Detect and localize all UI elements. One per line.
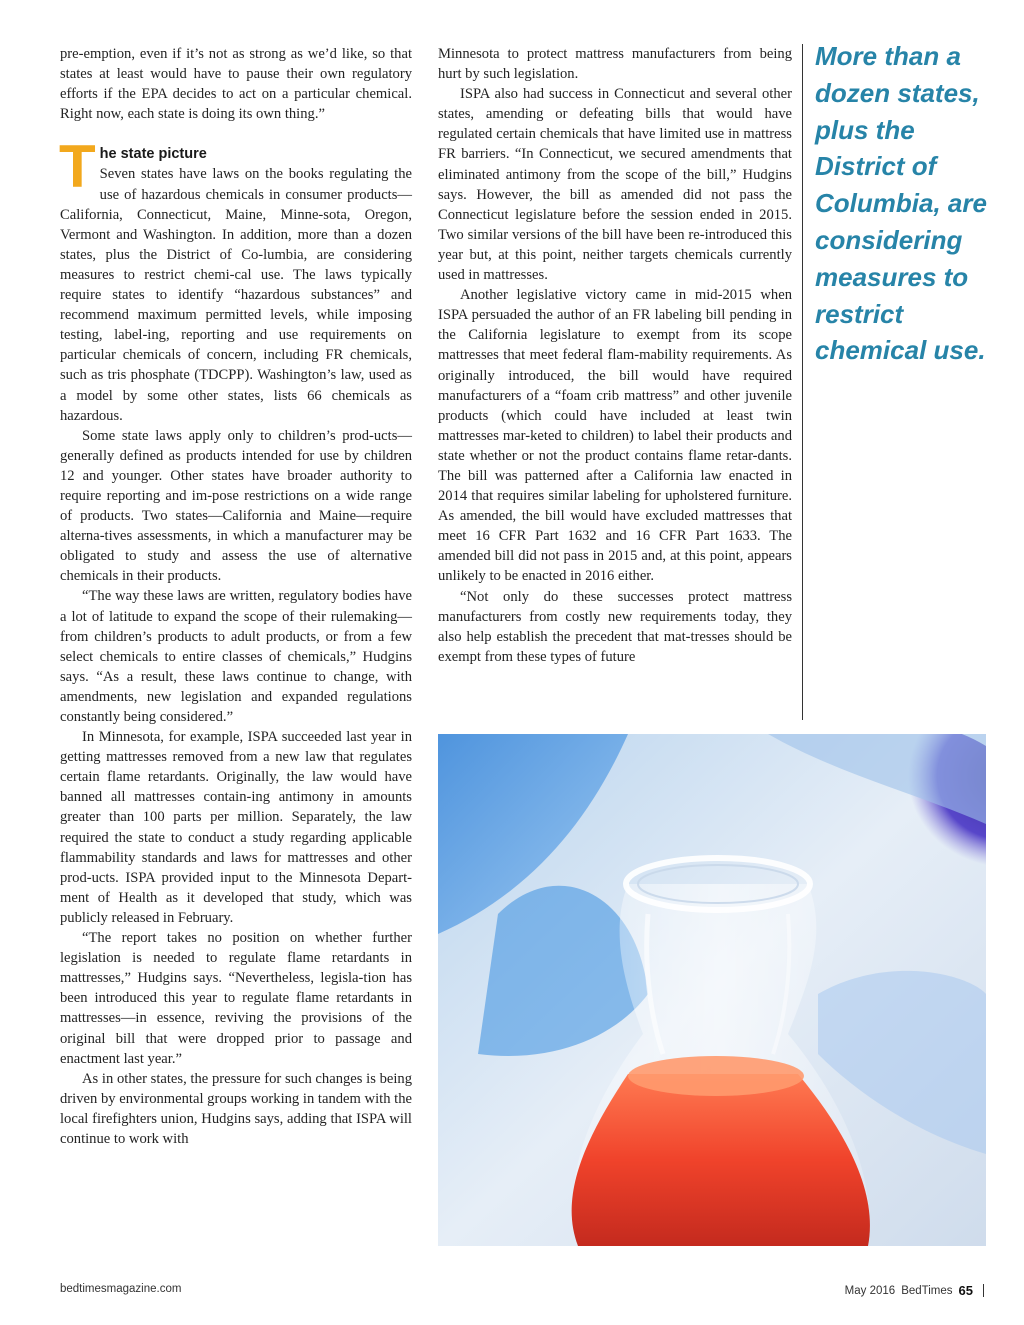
issue-date: May 2016 — [844, 1284, 896, 1297]
beaker-illustration — [438, 734, 986, 1246]
section-subhead: he state picture — [99, 146, 207, 163]
paragraph: As in other states, the pressure for such changes is being driven by environmental groups working in tandem with the local firefighters union, Hudgins says, adding that ISPA will continue to work with — [60, 1070, 412, 1147]
article-column-middle — [438, 44, 792, 667]
article-column-left — [60, 44, 412, 1149]
footer-folio — [845, 1283, 984, 1298]
folio-divider — [983, 1284, 984, 1297]
column-divider — [802, 44, 803, 720]
pull-quote: More than a dozen states, plus the District of Columbia, are considering measures to restrict chemical use. — [815, 41, 987, 366]
paragraph: ISPA also had success in Connecticut and several other states, amending or defeating bills that would have regulated certain chemicals that have limited use in mattress FR barriers. “In Connecticut, we secured amendments that eliminated antimony from the scope of the bill,” Hudgins says. However, the bill as amended did not pass the Connecticut legislature before the session ended in 2015. Two similar versions of the bill have been re-introduced this year but, at this point, neither targets chemicals currently used in mattresses. — [438, 86, 792, 284]
paragraph: pre-emption, even if it’s not as strong as we’d like, so that states at least would have to pause their own regulatory efforts if the EPA decides to act on a particular chemical. Right now, each state is doing its own thing.” — [60, 46, 412, 123]
drop-cap: T — [59, 133, 96, 201]
section-state-picture — [59, 133, 412, 425]
paragraph: In Minnesota, for example, ISPA succeeded last year in getting mattresses removed from a new law that regulates certain flame retardants. Originally, the law would have banned all mattresses contain-ing antimony in amounts greater than 100 parts per million. Separately, the law required the state to conduct a study regarding applicable flammability standards and laws for mattresses and other prod-ucts. ISPA provided input to the Minnesota Depart-ment of Health as it developed that study, which was publicly released in February. — [60, 729, 412, 926]
paragraph: “The way these laws are written, regulatory bodies have a lot of latitude to expand the scope of their rulemaking—from children’s products to adult products, or from a few select chemicals to entire classes of chemicals,” Hudgins says. “As a result, these laws continue to change, with amendments, new legislation and expanded regulations constantly being considered.” — [60, 588, 412, 725]
paragraph: Some state laws apply only to children’s prod-ucts—generally defined as products intended for use by children 12 and younger. Other states have broader authority to require reporting and im-pose restrictions on a wide range of products. Two states—California and Maine—require alterna-tives assessments, in which a manufacturer may be obligated to study and assess the use of alternative chemicals in their products. — [60, 427, 412, 585]
paragraph: “The report takes no position on whether further legislation is needed to regulate flame retardants in mattresses,” Hudgins says. “Nevertheless, legisla-tion has been introduced this year to regulate flame retardants in mattresses—in essence, reviving the provisions of the original bill that were dropped prior to passage and enactment last year.” — [60, 930, 412, 1067]
paragraph: Another legislative victory came in mid-2015 when ISPA persuaded the author of an FR labeling bill pending in the California legislature to exempt from its scope mattresses that meet federal flam-mability requirements. As originally introduced, the bill would have required manufacturers of a “foam crib mattress” and other juvenile products (which could have included at least twin mattresses mar-keted to children) to label their products and state whether or not the product contains flame retar-dants. The bill was patterned after a California law enacted in 2014 that requires similar labeling for upholstered furniture. As amended, the bill would have excluded mattresses that meet 16 CFR Part 1632 and 16 CFR Part 1633. The amended bill did not pass in 2015 and, at this point, appears unlikely to be enacted in 2016 either. — [438, 287, 792, 585]
paragraph: “Not only do these successes protect mattress manufacturers from costly new requirements today, they also help establish the precedent that mat-tresses should be exempt from these types of future — [438, 588, 792, 665]
paragraph: Minnesota to protect mattress manufacturers from being hurt by such legislation. — [438, 46, 792, 83]
footer-website: bedtimesmagazine.com — [60, 1283, 182, 1295]
page-number: 65 — [958, 1283, 973, 1298]
paragraph: Seven states have laws on the books regulating the use of hazardous chemicals in consumer products—California, Connecticut, Maine, Minne-sota, Oregon, Vermont and Washington. In addition, more than a dozen states, plus the District of Co-lumbia, are considering measures to restrict chemi-cal use. The laws typically require states to identify “hazardous substances” and recommend maximum permitted levels, while imposing testing, label-ing, reporting and use requirements on particular chemicals of concern, including FR chemicals, such as tris phosphate (TDCPP). Washington’s law, used as a model by some other states, lists 66 chemicals as hazardous. — [60, 166, 412, 424]
magazine-name: BedTimes — [901, 1284, 953, 1297]
lab-glassware-photo — [438, 734, 986, 1246]
